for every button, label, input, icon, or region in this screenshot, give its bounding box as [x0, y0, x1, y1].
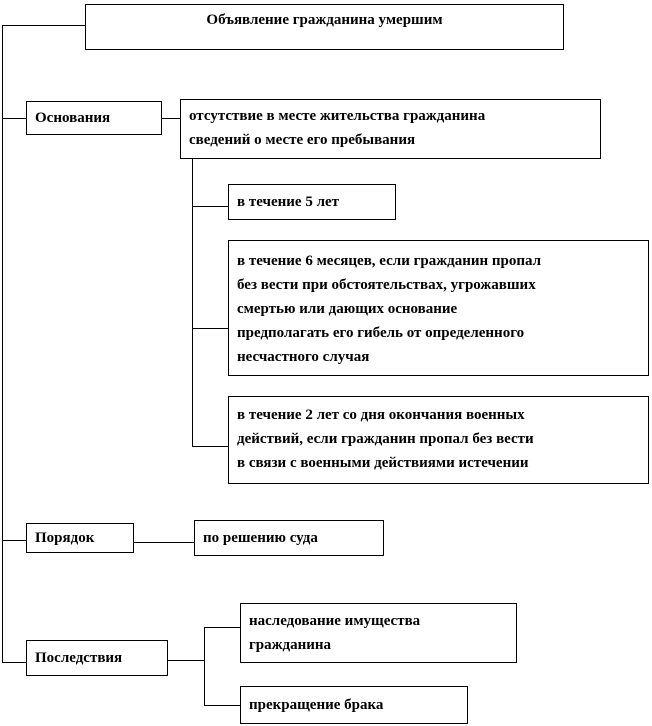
procedure-to-value-line [134, 542, 194, 543]
grounds-item-3-connector [192, 446, 228, 447]
consequence-item-1-connector [204, 627, 240, 628]
grounds-item-1-connector [192, 206, 228, 207]
grounds-item-two-years: в течение 2 лет со дня окончания военных действий, если гражданин пропал без вести в связи с военными действиями истечении [228, 396, 649, 484]
grounds-items-trunk-line [192, 159, 193, 447]
grounds-to-main-line [162, 118, 180, 119]
main-trunk-line [2, 25, 3, 663]
consequences-items-trunk-line [204, 627, 205, 706]
consequences-to-trunk-line [168, 660, 204, 661]
consequences-connector-line [2, 662, 26, 663]
diagram-title: Объявление гражданина умершим [85, 4, 564, 50]
grounds-item-six-months: в течение 6 месяцев, если гражданин пропал без вести при обстоятельствах, угрожавших смертью или дающих основание предполагать его гибель от определенного несчастного случая [228, 240, 649, 376]
title-connector-line [2, 25, 85, 26]
grounds-main-condition: отсутствие в месте жительства гражданина сведений о месте его пребывания [180, 99, 601, 159]
consequence-item-inheritance: наследование имущества гражданина [240, 603, 517, 663]
consequence-item-2-connector [204, 705, 240, 706]
procedure-connector-line [2, 540, 26, 541]
consequences-label: Последствия [26, 640, 168, 676]
grounds-item-five-years: в течение 5 лет [228, 184, 396, 220]
procedure-label: Порядок [26, 523, 134, 553]
grounds-label: Основания [26, 101, 162, 135]
consequence-item-marriage-termination: прекращение брака [240, 686, 468, 724]
procedure-value: по решению суда [194, 520, 384, 556]
grounds-item-2-connector [192, 328, 228, 329]
grounds-connector-line [2, 118, 26, 119]
